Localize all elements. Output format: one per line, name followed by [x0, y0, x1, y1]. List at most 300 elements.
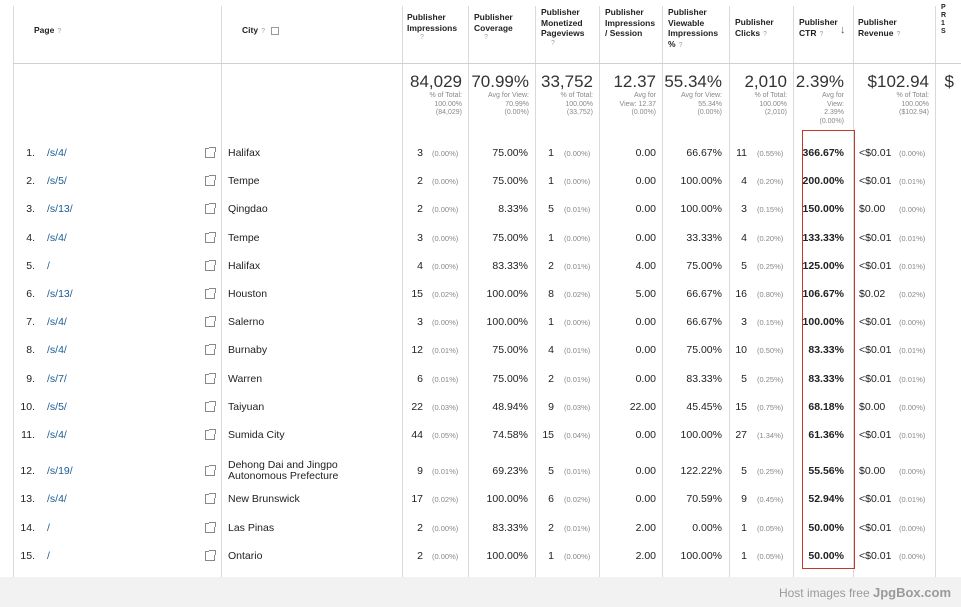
revenue-percent: (0.01%)	[899, 431, 926, 440]
clicks-percent: (0.55%)	[757, 149, 784, 158]
grid-line	[935, 6, 936, 577]
monetized-percent: (0.03%)	[564, 403, 591, 412]
open-external-icon[interactable]	[205, 374, 215, 384]
coverage-value: 100.00%	[486, 316, 528, 328]
monetized-value: 1	[548, 316, 554, 328]
total-note: 100.00%	[565, 100, 593, 108]
impressions-value: 2	[417, 203, 423, 215]
open-external-icon[interactable]	[205, 233, 215, 243]
revenue-value: <$0.01	[859, 260, 892, 272]
clicks-percent: (0.45%)	[757, 495, 784, 504]
total-note: % of Total:	[754, 92, 787, 99]
page-link[interactable]: /s/13/	[47, 288, 73, 300]
col-header-impressions-session[interactable]	[605, 7, 655, 39]
revenue-value: <$0.01	[859, 493, 892, 505]
total-note: (84,029)	[435, 109, 462, 116]
watermark-brand: JpgBox.com	[872, 585, 951, 600]
coverage-value: 75.00%	[492, 232, 528, 244]
revenue-percent: (0.00%)	[899, 467, 926, 476]
page-link[interactable]: /s/4/	[47, 232, 67, 244]
impressions-session-value: 0.00	[635, 493, 656, 505]
col-header-line: CTR	[799, 27, 817, 38]
row-number: 5.	[26, 260, 35, 272]
revenue-percent: (0.00%)	[899, 524, 926, 533]
col-header-revenue[interactable]	[858, 17, 900, 40]
clicks-value: 10	[735, 344, 747, 356]
viewable-value: 83.33%	[686, 373, 722, 385]
row-number: 12.	[20, 465, 35, 477]
col-header-line: Publisher	[858, 17, 897, 27]
coverage-value: 100.00%	[486, 493, 528, 505]
header-divider	[13, 63, 961, 64]
help-icon[interactable]: ?	[420, 34, 424, 41]
total-value: 2,010	[744, 72, 787, 91]
coverage-value: 75.00%	[492, 147, 528, 159]
impressions-session-value: 0.00	[635, 316, 656, 328]
row-number: 10.	[20, 401, 35, 413]
col-header-line: / Session	[605, 28, 643, 38]
clicks-percent: (0.20%)	[757, 177, 784, 186]
help-icon[interactable]: ?	[261, 28, 265, 35]
impressions-value: 3	[417, 147, 423, 159]
city-cell: Taiyuan	[228, 401, 265, 413]
col-header-line: P	[941, 4, 946, 11]
remove-dimension-icon[interactable]	[271, 27, 279, 35]
col-header-line: Pageviews	[541, 28, 585, 38]
total-note: Avg for View:	[488, 92, 529, 99]
clicks-percent: (1.34%)	[757, 431, 784, 440]
coverage-value: 75.00%	[492, 175, 528, 187]
clicks-value: 5	[741, 373, 747, 385]
clicks-percent: (0.80%)	[757, 290, 784, 299]
total-impressions	[404, 72, 462, 118]
monetized-value: 1	[548, 550, 554, 562]
total-value: 12.37	[613, 72, 656, 91]
col-header-monetized[interactable]	[541, 7, 584, 49]
clicks-percent: (0.25%)	[757, 375, 784, 384]
col-header-page[interactable]	[34, 25, 61, 38]
total-value: $102.94	[867, 72, 929, 91]
row-number: 13.	[20, 493, 35, 505]
monetized-value: 5	[548, 465, 554, 477]
monetized-value: 2	[548, 373, 554, 385]
revenue-percent: (0.00%)	[899, 205, 926, 214]
total-note: Avg for	[821, 92, 844, 99]
monetized-value: 4	[548, 344, 554, 356]
clicks-percent: (0.25%)	[757, 262, 784, 271]
open-external-icon[interactable]	[205, 289, 215, 299]
grid-line	[13, 6, 14, 577]
coverage-value: 69.23%	[492, 465, 528, 477]
open-external-icon[interactable]	[205, 402, 215, 412]
total-value: 2.39%	[795, 72, 844, 91]
ctr-value: 133.33%	[802, 232, 844, 244]
page-link[interactable]: /s/5/	[47, 175, 67, 187]
clicks-value: 3	[741, 316, 747, 328]
total-value: 55.34%	[664, 72, 722, 91]
col-header-city[interactable]	[242, 25, 279, 38]
grid-line	[729, 6, 730, 577]
ctr-value: 100.00%	[802, 316, 844, 328]
city-cell: Halifax	[228, 260, 261, 272]
total-impressions-session	[601, 72, 656, 118]
open-external-icon[interactable]	[205, 430, 215, 440]
impressions-session-value: 0.00	[635, 232, 656, 244]
city-cell: Halifax	[228, 147, 261, 159]
city-line: Dehong Dai and Jingpo	[228, 459, 338, 471]
impressions-percent: (0.02%)	[432, 290, 459, 299]
revenue-value: <$0.01	[859, 175, 892, 187]
impressions-percent: (0.01%)	[432, 375, 459, 384]
total-revenue	[855, 72, 929, 118]
revenue-value: <$0.01	[859, 232, 892, 244]
impressions-value: 12	[411, 344, 423, 356]
clicks-value: 3	[741, 203, 747, 215]
total-note: 100.00%	[901, 100, 929, 108]
clicks-value: 1	[741, 522, 747, 534]
clicks-percent: (0.15%)	[757, 318, 784, 327]
total-note: View: 12.37	[619, 100, 656, 108]
city-cell: Warren	[228, 373, 263, 385]
col-header-label: City	[242, 25, 259, 35]
clicks-value: 1	[741, 550, 747, 562]
revenue-percent: (0.01%)	[899, 177, 926, 186]
grid-line	[662, 6, 663, 577]
total-value: 84,029	[410, 72, 462, 91]
page-link[interactable]: /s/4/	[47, 429, 67, 441]
total-note: Avg for View:	[681, 92, 722, 99]
col-header-line: Viewable	[668, 17, 705, 28]
help-icon[interactable]: ?	[678, 41, 683, 49]
col-header-line: Publisher	[735, 17, 774, 27]
watermark-text	[779, 585, 951, 600]
col-header-coverage[interactable]	[474, 12, 513, 44]
impressions-percent: (0.00%)	[432, 262, 459, 271]
coverage-value: 75.00%	[492, 373, 528, 385]
monetized-value: 9	[548, 401, 554, 413]
col-header-line: Clicks	[735, 27, 761, 38]
impressions-percent: (0.03%)	[432, 403, 459, 412]
impressions-value: 15	[411, 288, 423, 300]
coverage-value: 83.33%	[492, 522, 528, 534]
coverage-value: 75.00%	[492, 344, 528, 356]
impressions-session-value: 0.00	[635, 203, 656, 215]
grid-line	[221, 6, 222, 577]
total-value: $	[944, 72, 954, 91]
impressions-percent: (0.00%)	[432, 318, 459, 327]
revenue-percent: (0.01%)	[899, 346, 926, 355]
impressions-session-value: 0.00	[635, 429, 656, 441]
clicks-percent: (0.05%)	[757, 552, 784, 561]
open-external-icon[interactable]	[205, 204, 215, 214]
ctr-value: 50.00%	[808, 522, 844, 534]
ctr-value: 150.00%	[802, 203, 844, 215]
page-link[interactable]: /s/4/	[47, 493, 67, 505]
sort-desc-icon[interactable]: ↓	[840, 24, 846, 36]
open-external-icon[interactable]	[205, 317, 215, 327]
clicks-value: 11	[736, 147, 747, 159]
page-link[interactable]: /	[47, 522, 50, 534]
page-link[interactable]: /	[47, 260, 50, 272]
revenue-percent: (0.01%)	[899, 234, 926, 243]
ctr-value: 83.33%	[808, 344, 844, 356]
revenue-percent: (0.00%)	[899, 403, 926, 412]
city-cell: Burnaby	[228, 344, 268, 356]
row-number: 4.	[26, 232, 35, 244]
impressions-session-value: 0.00	[635, 465, 656, 477]
impressions-session-value: 22.00	[629, 401, 656, 413]
impressions-percent: (0.00%)	[432, 552, 459, 561]
page-link[interactable]: /s/4/	[47, 316, 67, 328]
city-cell: New Brunswick	[228, 493, 300, 505]
clicks-percent: (0.20%)	[757, 234, 784, 243]
clicks-percent: (0.75%)	[757, 403, 784, 412]
open-external-icon[interactable]	[205, 261, 215, 271]
city-cell: Ontario	[228, 550, 263, 562]
col-header-impressions[interactable]	[407, 12, 457, 44]
col-header-ctr[interactable]	[799, 17, 838, 40]
col-header-line: Impressions	[605, 17, 656, 28]
clicks-value: 27	[735, 429, 747, 441]
revenue-value: <$0.01	[859, 550, 892, 562]
revenue-percent: (0.01%)	[899, 262, 926, 271]
impressions-percent: (0.01%)	[432, 467, 459, 476]
monetized-percent: (0.00%)	[564, 318, 591, 327]
impressions-percent: (0.00%)	[432, 234, 459, 243]
viewable-value: 66.67%	[686, 288, 722, 300]
col-header-line: Publisher	[605, 7, 644, 17]
col-header-line: Publisher	[799, 17, 838, 27]
clicks-value: 15	[735, 401, 747, 413]
row-number: 7.	[26, 316, 35, 328]
open-external-icon[interactable]	[205, 466, 215, 476]
page-link[interactable]: /s/19/	[47, 465, 73, 477]
total-note: 2.39%	[824, 109, 844, 116]
page-link[interactable]: /s/7/	[47, 373, 67, 385]
row-number: 2.	[26, 175, 35, 187]
watermark-label: Host images free	[778, 586, 870, 600]
revenue-percent: (0.02%)	[899, 290, 926, 299]
clicks-value: 4	[741, 175, 747, 187]
city-cell: Houston	[228, 288, 268, 300]
impressions-value: 2	[417, 550, 423, 562]
impressions-session-value: 0.00	[635, 147, 656, 159]
impressions-value: 2	[417, 175, 423, 187]
page-link[interactable]: /s/4/	[47, 147, 67, 159]
ctr-value: 366.67%	[802, 147, 844, 159]
total-note: Avg for	[633, 92, 656, 99]
viewable-value: 100.00%	[680, 203, 722, 215]
col-header-line: 1	[941, 20, 945, 27]
coverage-value: 74.58%	[492, 429, 528, 441]
total-note: 55.34%	[698, 100, 722, 108]
city-line: Autonomous Prefecture	[228, 470, 339, 482]
viewable-value: 100.00%	[680, 550, 722, 562]
total-cut	[940, 72, 954, 92]
row-number: 11.	[21, 429, 35, 441]
total-note: 100.00%	[434, 100, 462, 108]
ctr-value: 125.00%	[802, 260, 844, 272]
city-cell: Salerno	[228, 316, 265, 328]
col-header-line: Coverage	[474, 22, 513, 33]
revenue-value: $0.00	[859, 465, 886, 477]
coverage-value: 100.00%	[486, 288, 528, 300]
clicks-value: 5	[741, 465, 747, 477]
revenue-percent: (0.01%)	[899, 495, 926, 504]
col-header-cut[interactable]	[941, 4, 946, 36]
revenue-value: <$0.01	[859, 522, 892, 534]
total-note: 70.99%	[505, 100, 529, 108]
impressions-session-value: 4.00	[635, 260, 656, 272]
revenue-value: <$0.01	[859, 147, 892, 159]
monetized-percent: (0.01%)	[564, 467, 591, 476]
ctr-value: 61.36%	[808, 429, 844, 441]
ctr-value: 55.56%	[808, 465, 844, 477]
row-number: 3.	[26, 203, 35, 215]
page-link[interactable]: /s/4/	[47, 344, 67, 356]
monetized-percent: (0.02%)	[564, 290, 591, 299]
city-cell: Sumida City	[228, 429, 285, 441]
clicks-value: 5	[741, 260, 747, 272]
open-external-icon[interactable]	[205, 176, 215, 186]
open-external-icon[interactable]	[205, 345, 215, 355]
total-note: % of Total:	[560, 92, 593, 99]
monetized-value: 1	[548, 232, 554, 244]
impressions-value: 17	[411, 493, 423, 505]
ctr-value: 52.94%	[808, 493, 844, 505]
help-icon[interactable]: ?	[819, 30, 824, 38]
city-cell: Qingdao	[228, 203, 268, 215]
viewable-value: 122.22%	[680, 465, 722, 477]
total-note: View:	[827, 100, 844, 108]
viewable-value: 66.67%	[686, 316, 722, 328]
impressions-percent: (0.01%)	[432, 346, 459, 355]
impressions-percent: (0.00%)	[432, 524, 459, 533]
col-header-clicks[interactable]	[735, 17, 774, 40]
impressions-value: 3	[417, 316, 423, 328]
grid-line	[535, 6, 536, 577]
impressions-value: 3	[417, 232, 423, 244]
total-monetized	[537, 72, 593, 118]
row-number: 15.	[20, 550, 35, 562]
col-header-line: Impressions	[407, 22, 458, 33]
impressions-session-value: 0.00	[635, 344, 656, 356]
open-external-icon[interactable]	[205, 148, 215, 158]
impressions-value: 9	[417, 465, 423, 477]
grid-line	[793, 6, 794, 577]
col-header-viewable[interactable]	[668, 7, 718, 51]
revenue-percent: (0.00%)	[899, 552, 926, 561]
total-note: (0.00%)	[631, 109, 656, 116]
city-cell: Las Pinas	[228, 522, 275, 534]
help-icon[interactable]: ?	[896, 30, 901, 38]
city-cell: Tempe	[228, 175, 260, 187]
col-header-label: Page	[34, 25, 55, 35]
viewable-value: 45.45%	[686, 401, 722, 413]
col-header-line: Publisher	[407, 12, 446, 22]
help-icon[interactable]: ?	[551, 39, 555, 47]
col-header-line: Impressions	[668, 28, 719, 38]
row-number: 9.	[26, 373, 35, 385]
revenue-value: $0.00	[859, 203, 886, 215]
viewable-value: 33.33%	[686, 232, 722, 244]
total-note: (0.00%)	[504, 109, 529, 116]
total-viewable	[664, 72, 722, 118]
revenue-value: $0.02	[859, 288, 886, 300]
ctr-value: 83.33%	[808, 373, 844, 385]
impressions-session-value: 0.00	[635, 373, 656, 385]
impressions-session-value: 2.00	[635, 522, 656, 534]
open-external-icon[interactable]	[205, 551, 215, 561]
help-icon[interactable]: ?	[763, 30, 767, 38]
revenue-value: <$0.01	[859, 373, 892, 385]
total-note: (2,010)	[764, 109, 787, 116]
clicks-value: 16	[735, 288, 747, 300]
impressions-percent: (0.05%)	[432, 431, 459, 440]
ctr-value: 50.00%	[808, 550, 844, 562]
monetized-percent: (0.01%)	[564, 205, 591, 214]
monetized-value: 2	[548, 522, 554, 534]
clicks-value: 9	[741, 493, 747, 505]
monetized-percent: (0.01%)	[564, 262, 591, 271]
total-note: % of Total:	[429, 92, 462, 99]
monetized-value: 6	[548, 493, 554, 505]
revenue-value: <$0.01	[859, 344, 892, 356]
viewable-value: 66.67%	[686, 147, 722, 159]
grid-line	[402, 6, 403, 577]
viewable-value: 75.00%	[686, 260, 722, 272]
total-clicks	[731, 72, 787, 118]
open-external-icon[interactable]	[205, 523, 215, 533]
monetized-percent: (0.01%)	[564, 524, 591, 533]
help-icon[interactable]: ?	[57, 28, 62, 35]
viewable-value: 75.00%	[686, 344, 722, 356]
clicks-percent: (0.05%)	[757, 524, 784, 533]
impressions-value: 6	[417, 373, 423, 385]
help-icon[interactable]: ?	[484, 34, 488, 41]
monetized-percent: (0.01%)	[564, 375, 591, 384]
city-cell: Tempe	[228, 232, 260, 244]
impressions-value: 4	[417, 260, 423, 272]
viewable-value: 0.00%	[692, 522, 722, 534]
total-note: (33,752)	[566, 109, 593, 116]
row-number: 1.	[26, 147, 35, 159]
impressions-percent: (0.00%)	[432, 205, 459, 214]
row-number: 6.	[26, 288, 35, 300]
clicks-percent: (0.15%)	[757, 205, 784, 214]
monetized-percent: (0.01%)	[564, 346, 591, 355]
page-link[interactable]: /	[47, 550, 50, 562]
city-cell	[228, 460, 338, 482]
revenue-percent: (0.01%)	[899, 375, 926, 384]
grid-line	[468, 6, 469, 577]
monetized-value: 8	[548, 288, 554, 300]
coverage-value: 83.33%	[492, 260, 528, 272]
page-link[interactable]: /s/5/	[47, 401, 67, 413]
monetized-value: 1	[548, 175, 554, 187]
open-external-icon[interactable]	[205, 494, 215, 504]
monetized-percent: (0.00%)	[564, 177, 591, 186]
impressions-percent: (0.02%)	[432, 495, 459, 504]
page-link[interactable]: /s/13/	[47, 203, 73, 215]
col-header-line: R	[941, 12, 947, 19]
col-header-line: %	[668, 38, 676, 49]
impressions-value: 2	[417, 522, 423, 534]
monetized-value: 15	[542, 429, 554, 441]
monetized-percent: (0.00%)	[564, 552, 591, 561]
revenue-percent: (0.00%)	[899, 149, 926, 158]
total-note: % of Total:	[896, 92, 929, 99]
